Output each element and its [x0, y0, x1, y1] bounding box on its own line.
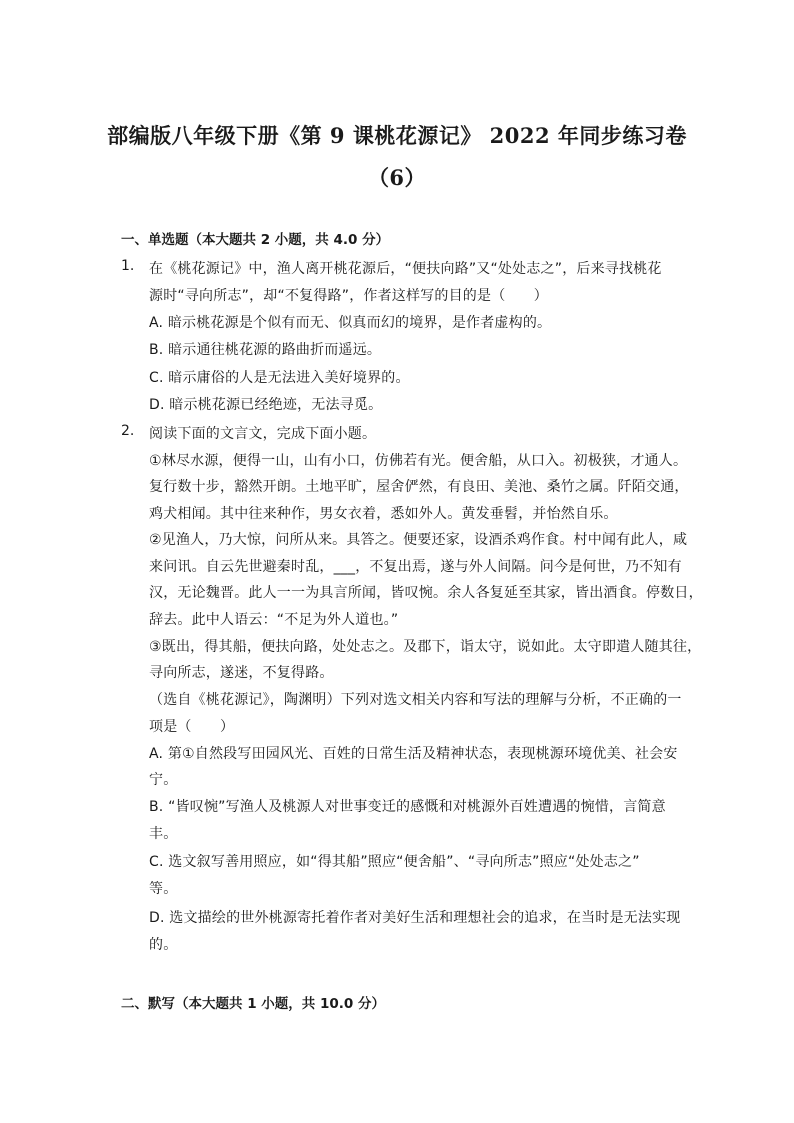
passage-para-3-line: 寻向所志，遂迷，不复得路。: [149, 665, 334, 681]
passage-para-3-line: ③既出，得其船，便扶向路，处处志之。及郡下，诣太守，说如此。太守即遣人随其往，: [149, 639, 702, 655]
question-1-option-d: D. 暗示桃花源已经绝迹，无法寻觅。: [149, 397, 383, 413]
question-2-option-a-cont: 宁。: [149, 772, 178, 788]
page-title-line-1: 部编版八年级下册《第 9 课桃花源记》 2022 年同步练习卷: [107, 123, 687, 148]
question-2-option-b: B. “皆叹惋”写渔人及桃源人对世事变迁的感慨和对桃源外百姓遭遇的惋惜，言简意: [149, 799, 666, 815]
question-1-number: 1.: [121, 258, 135, 274]
question-1-stem-line: 在《桃花源记》中，渔人离开桃花源后，“便扶向路”又“处处志之”，后来寻找桃花: [149, 261, 662, 277]
question-2-prompt-line: （选自《桃花源记》，陶渊明）下列对选文相关内容和写法的理解与分析，不正确的一: [149, 692, 682, 708]
page-title-line-2: （6）: [367, 165, 427, 190]
passage-para-2-line: 汉，无论魏晋。此人一一为具言所闻，皆叹惋。余人各复延至其家，皆出酒食。停数日，: [149, 585, 703, 601]
question-1-option-b: B. 暗示通往桃花源的路曲折而遥远。: [149, 342, 382, 358]
question-2-option-d-cont: 的。: [149, 937, 178, 953]
question-1-option-c: C. 暗示庸俗的人是无法进入美好境界的。: [149, 370, 410, 386]
question-1-stem-line: 源时“寻向所志”，却“不复得路”，作者这样写的目的是（ ）: [149, 288, 549, 304]
passage-para-2-line: 辞去。此中人语云：“不足为外人道也。”: [149, 612, 399, 628]
section-2-heading: 二、默写（本大题共 1 小题，共 10.0 分）: [121, 996, 386, 1012]
question-2-option-a: A. 第①自然段写田园风光、百姓的日常生活及精神状态，表现桃源环境优美、社会安: [149, 746, 678, 762]
question-2-line: 阅读下面的文言文，完成下面小题。: [149, 426, 377, 442]
question-2-option-c-cont: 等。: [149, 881, 178, 897]
question-2-option-c: C. 选文叙写善用照应，如“得其船”照应“便舍船”、“寻向所志”照应“处处志之”: [149, 854, 640, 870]
question-1-option-a: A. 暗示桃花源是个似有而无、似真而幻的境界，是作者虚构的。: [149, 315, 552, 331]
question-2-prompt-line: 项是（ ）: [149, 719, 235, 735]
section-1-heading: 一、单选题（本大题共 2 小题，共 4.0 分）: [121, 232, 390, 248]
question-2-option-d: D. 选文描绘的世外桃源寄托着作者对美好生活和理想社会的追求，在当时是无法实现: [149, 910, 681, 926]
passage-para-1-line: 复行数十步，豁然开朗。土地平旷，屋舍俨然，有良田、美池、桑竹之属。阡陌交通，: [149, 479, 689, 495]
passage-para-2-line: ②见渔人，乃大惊，问所从来。具答之。便要还家，设酒杀鸡作食。村中闻有此人，咸: [149, 532, 688, 548]
question-2-option-b-cont: 丰。: [149, 826, 178, 842]
question-2-number: 2.: [121, 423, 135, 439]
passage-para-2-line: 来问讯。自云先世避秦时乱，___，不复出焉，遂与外人间隔。问今是何世，乃不知有: [149, 559, 682, 575]
passage-para-1-line: ①林尽水源，便得一山，山有小口，仿佛若有光。便舍船，从口入。初极狭，才通人。: [149, 453, 688, 469]
passage-para-1-line: 鸡犬相闻。其中往来种作，男女衣着，悉如外人。黄发垂髫，并怡然自乐。: [149, 506, 618, 522]
